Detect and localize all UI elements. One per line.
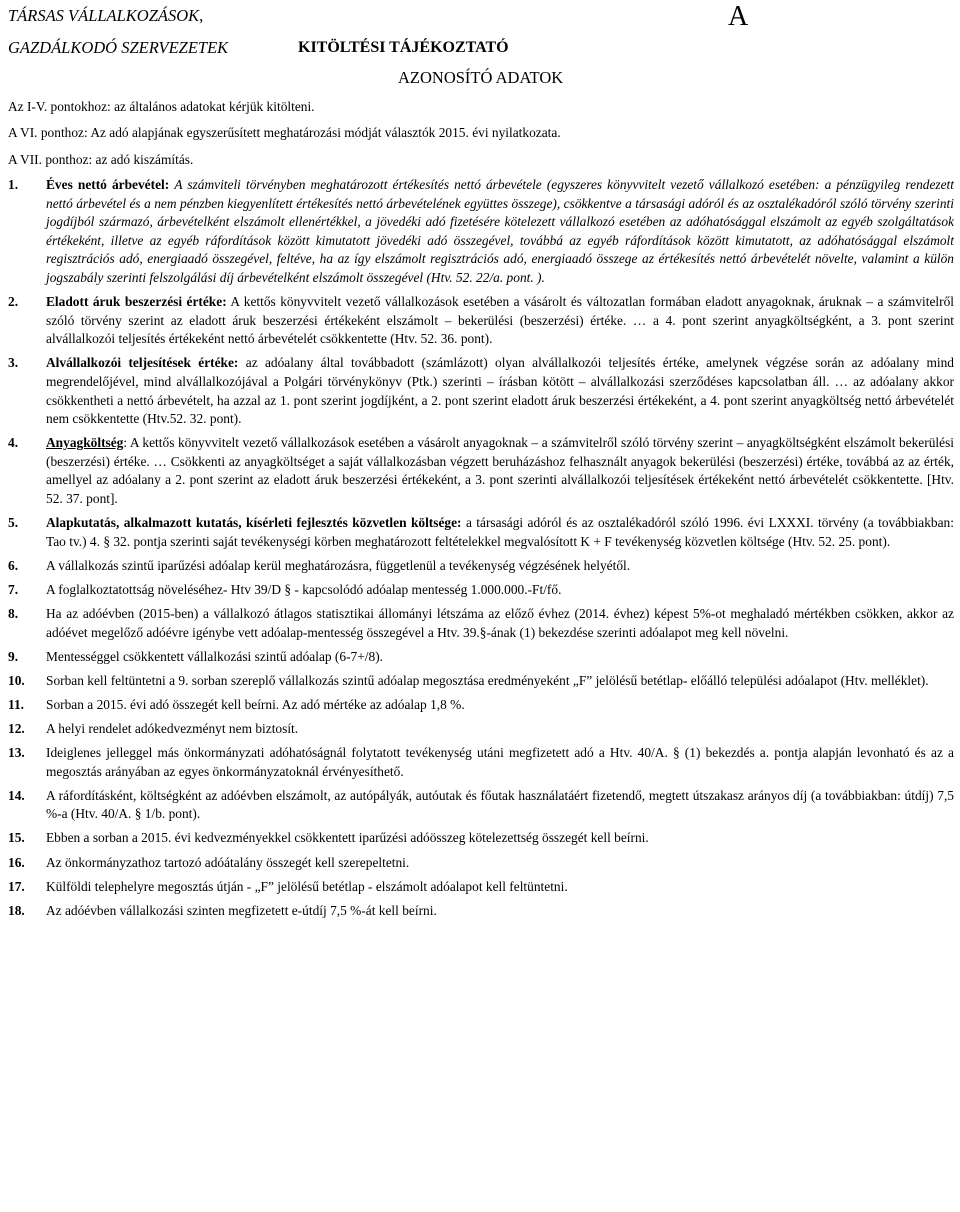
- item-text: A ráfordításként, költségként az adóévben elszámolt, az autópályák, autóutak és főutak használatáért fizetendő, megtett útszakasz arányos díj (a továbbiakban: útdíj) 7,5 %-a (Htv. 40/A. § 1/b. pont).: [46, 787, 954, 822]
- item-term: Alvállalkozói teljesítések értéke:: [46, 355, 239, 371]
- item-number: 3.: [8, 355, 19, 371]
- item-text: Külföldi telephelyre megosztás útján - „F” jelölésű betétlap - elszámolt adóalapot kell feltüntetni.: [46, 878, 568, 894]
- list-item: [8, 176, 954, 288]
- list-item: [8, 829, 954, 848]
- header-line-2: GAZDÁLKODÓ SZERVEZETEK: [8, 38, 229, 57]
- item-text: Az önkormányzathoz tartozó adóátalány összegét kell szerepeltetni.: [46, 854, 410, 870]
- item-number: 5.: [8, 515, 19, 531]
- list-item: [8, 581, 954, 600]
- item-text: az adóalany által továbbadott (számlázott) olyan alvállalkozói teljesítés értéke, amelynek végzése során az adóalany mind megrendelőjével, mind alvállalkozójával a Polgári törvénykönyv (Ptk.) szerinti – írásban kötött – alvállalkozási szerződéses kapcsolatban áll. … az adóalany akkor csökkentheti a nettó árbevételt, ha azzal az 1. pont szerint jogdíjként, a 2. pont szerint eladott áruk beszerzési értékeként, a 4. pont szerint anyagköltség nettó árbevételét nem csökkentette (Htv.52. 32. pont).: [46, 355, 954, 427]
- item-number: 8.: [8, 605, 19, 621]
- list-item: [8, 696, 954, 715]
- form-letter: A: [728, 1, 749, 32]
- section-subtitle: AZONOSÍTÓ ADATOK: [398, 68, 564, 87]
- intro-line-2: A VI. ponthoz: Az adó alapjának egyszerűsített meghatározási módját választók 2015. évi nyilatkozata.: [8, 125, 561, 140]
- list-item: [8, 720, 954, 739]
- item-number: 4.: [8, 435, 19, 451]
- item-number: 15.: [8, 830, 25, 846]
- item-number: 9.: [8, 648, 19, 664]
- item-number: 13.: [8, 745, 25, 761]
- item-number: 12.: [8, 720, 25, 736]
- item-number: 14.: [8, 787, 25, 803]
- item-number: 2.: [8, 294, 19, 310]
- item-text: A kettős könyvvitelt vezető vállalkozások esetében a vásárolt és változatlan formában eladott anyagoknak, áruknak – a számvitelről szóló törvény szerint az eladott áruk beszerzési értékeként elszámolt – bekerülési (beszerzési) értéke. … a 4. pont szerint anyagköltségként, a 3. pont szerint alvállalkozói teljesítés értékeként nettó árbevételét csökkentette (Htv. 52. 36. pont).: [46, 294, 955, 347]
- item-number: 18.: [8, 902, 25, 918]
- intro-line-3: A VII. ponthoz: az adó kiszámítás.: [8, 152, 194, 167]
- item-term: Éves nettó árbevétel:: [46, 177, 170, 192]
- item-text: A számviteli törvényben meghatározott értékesítés nettó árbevétele (egyszeres könyvvitelt vezető vállalkozó esetében: a pénzügyileg rendezett nettó árbevétel és a nem pénzben kiegyenlített értékesítés nettó árbevételének együttes összege), csökkentve a társasági adóról és az osztalékadóról szóló törvény szerinti jogdíjból származó, árbevételként elszámolt ellenértékkel, a jövedéki adó fizetésére kötelezett vállalkozó esetében az adóhatósággal elszámolt az egyéb szolgáltatások értékeként, illetve az egyéb ráfordítások között kimutatott jövedéki adó összegével, továbbá az egyéb ráfordítások között kimutatott, az adóhatósággal elszámolt regisztrációs adó, energiaadó összegével, feltéve, ha az így elszámolt regisztrációs adó, energiaadó összege az értékesítés nettó árbevételét növelte, valamint a külön jogszabály szerinti felszolgálási díj árbevételként elszámolt összegével (Htv. 52. 22/a. pont. ).: [46, 177, 954, 285]
- list-item: [8, 605, 954, 642]
- item-number: 17.: [8, 878, 25, 894]
- item-number: 11.: [8, 696, 24, 712]
- item-text: Sorban a 2015. évi adó összegét kell beírni. Az adó mértéke az adóalap 1,8 %.: [46, 696, 465, 712]
- item-term: Anyagköltség: [46, 435, 124, 451]
- instructions-list: [8, 176, 954, 926]
- list-item: [8, 744, 954, 781]
- item-text: : A kettős könyvvitelt vezető vállalkozások esetében a vásárolt anyagoknak – a számvitelről szóló törvény szerint – anyagköltségként elszámolt bekerülési (beszerzési) értéke. … Csökkenti az anyagköltséget a saját vállalkozásban végzett beruházáshoz felhasznált anyagok bekerülési (beszerzési) értéke, továbbá az az érték, amellyel az adóalany a 2. pont szerint az eladott áruk beszerzési értékeként, a 3. pont szerinti alvállalkozói teljesítések értékeként nettó árbevételét csökkentette. [Htv. 52. 37. pont].: [46, 435, 954, 506]
- list-item: [8, 854, 954, 873]
- list-item: [8, 354, 954, 428]
- list-item: [8, 293, 954, 349]
- list-item: [8, 648, 954, 667]
- list-item: [8, 557, 954, 576]
- item-text: Az adóévben vállalkozási szinten megfizetett e-útdíj 7,5 %-át kell beírni.: [46, 902, 437, 918]
- list-item: [8, 902, 954, 921]
- item-number: 16.: [8, 854, 25, 870]
- list-item: [8, 878, 954, 897]
- item-number: 1.: [8, 177, 19, 192]
- item-term: Eladott áruk beszerzési értéke:: [46, 294, 227, 310]
- item-text: A foglalkoztatottság növeléséhez- Htv 39/D § - kapcsolódó adóalap mentesség 1.000.000.-Ft/fő.: [46, 581, 562, 597]
- item-number: 6.: [8, 557, 19, 573]
- item-text: Ha az adóévben (2015-ben) a vállalkozó átlagos statisztikai állományi létszáma az előző évhez (2014. évhez) képest 5%-ot meghaladó mértékben csökken, akkor az adóévet megelőző adóévre igénybe vett adóalap-mentesség összegével a Htv. 39.§-ának (1) bekezdése szerinti adóalapot meg kell növelni.: [46, 605, 954, 640]
- item-text: A vállalkozás szintű iparűzési adóalap kerül meghatározásra, függetlenül a tevékenység végzésének helyétől.: [46, 557, 631, 573]
- item-text: Sorban kell feltüntetni a 9. sorban szereplő vállalkozás szintű adóalap megosztása eredményeként „F” jelölésű betétlap- előálló települési adóalapot (Htv. melléklet).: [46, 672, 929, 688]
- item-number: 10.: [8, 672, 25, 688]
- item-text: Ideiglenes jelleggel más önkormányzati adóhatóságnál folytatott tevékenység utáni megfizetett adó a Htv. 40/A. § (1) bekezdés a. pontja alapján levonható és az a megosztás arányában az egyes önkormányzatoknál érvényesíthető.: [46, 745, 954, 779]
- intro-line-1: Az I-V. pontokhoz: az általános adatokat kérjük kitölteni.: [8, 99, 315, 114]
- list-item: [8, 672, 954, 691]
- item-text: a társasági adóról és az osztalékadóról szóló 1996. évi LXXXI. törvény (a továbbiakban: Tao tv.) 4. § 32. pontja szerinti saját tevékenységi körben meghatározott feltételekkel megvalósított K + F tevékenység közvetlen költsége (Htv. 52. 25. pont).: [46, 515, 954, 549]
- item-text: Mentességgel csökkentett vállalkozási szintű adóalap (6-7+/8).: [46, 648, 384, 664]
- header-line-1: TÁRSAS VÁLLALKOZÁSOK,: [8, 6, 204, 25]
- list-item: [8, 514, 954, 551]
- item-number: 7.: [8, 581, 19, 597]
- list-item: [8, 434, 954, 508]
- item-text: Ebben a sorban a 2015. évi kedvezményekkel csökkentett iparűzési adóösszeg kötelezettség összegét kell beírni.: [46, 830, 649, 846]
- item-term: Alapkutatás, alkalmazott kutatás, kísérleti fejlesztés közvetlen költsége:: [46, 515, 462, 531]
- item-text: A helyi rendelet adókedvezményt nem biztosít.: [46, 720, 299, 736]
- page-title: KITÖLTÉSI TÁJÉKOZTATÓ: [298, 39, 509, 56]
- list-item: [8, 787, 954, 824]
